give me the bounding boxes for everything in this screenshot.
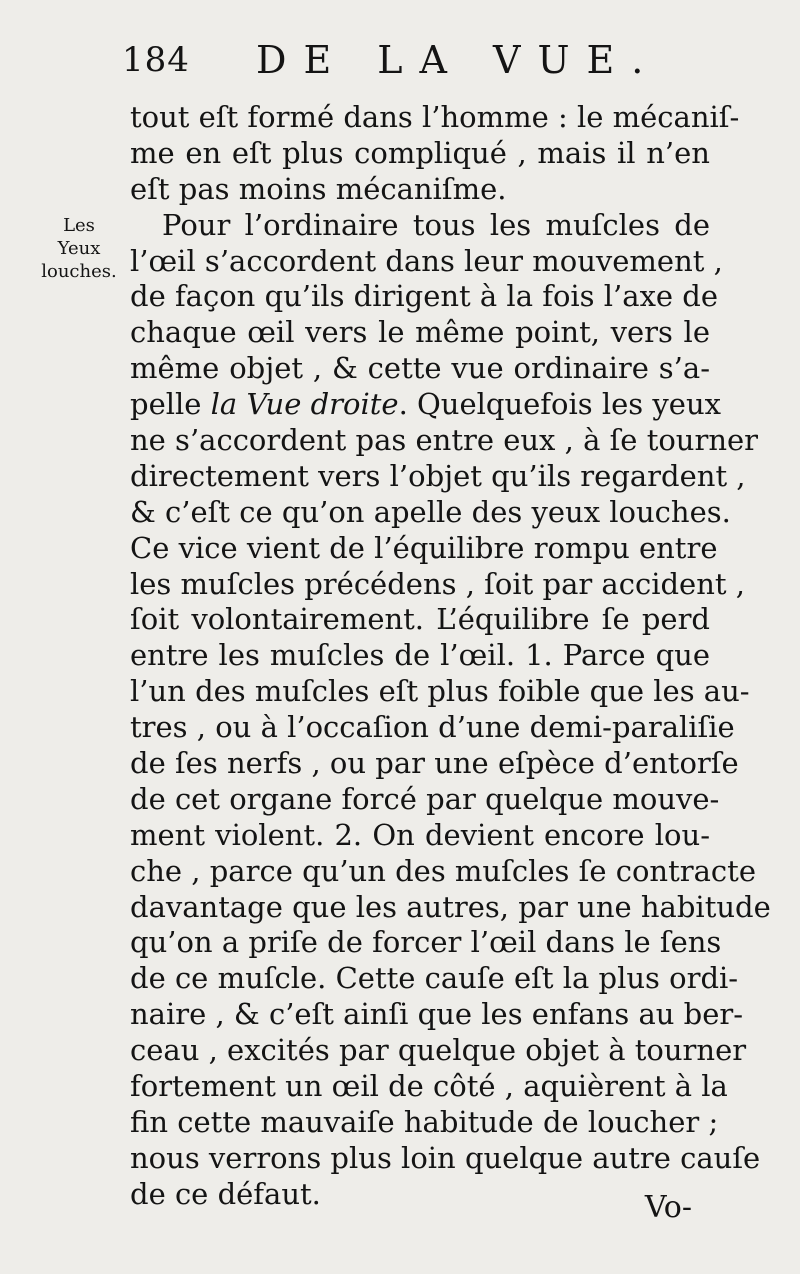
text-line-part: pelle xyxy=(130,387,211,422)
text-line: l’un des muſcles eſt plus foible que les au- xyxy=(130,674,750,709)
margin-note-line: Les xyxy=(63,215,95,236)
text-line: chaque œil vers le même point, vers le xyxy=(130,315,710,350)
text-line xyxy=(130,387,721,423)
text-line: fortement un œil de côté , aquièrent à la xyxy=(130,1069,728,1104)
text-line: che , parce qu’un des muſcles ſe contracte xyxy=(130,853,756,888)
text-line: ment violent. 2. On devient encore lou- xyxy=(130,817,710,852)
text-line: fin cette mauvaiſe habitude de loucher ; xyxy=(130,1104,719,1139)
text-line: ceau , excités par quelque objet à tourner xyxy=(130,1033,747,1068)
catchword: Vo- xyxy=(644,1190,692,1225)
text-line: tout eſt formé dans l’homme : le mécaniſ- xyxy=(130,100,740,134)
text-line: même objet , & cette vue ordinaire s’a- xyxy=(130,351,710,386)
text-line: Ce vice vient de l’équilibre rompu entre xyxy=(130,530,718,565)
text-line: ſoit volontairement. L’équilibre ſe perd xyxy=(130,602,710,637)
running-head: DE LA VUE. xyxy=(256,38,661,82)
text-line: eſt pas moins mécaniſme. xyxy=(130,171,507,206)
text-line: les muſcles précédens , ſoit par accident , xyxy=(130,566,745,601)
margin-note-line: Yeux xyxy=(57,238,101,259)
text-line: tres , ou à l’occaſion d’une demi-paraliſie xyxy=(130,710,735,745)
page-header xyxy=(0,38,800,88)
text-line: me en eſt plus compliqué , mais il n’en xyxy=(130,135,710,170)
margin-note xyxy=(34,214,124,283)
text-line: de ce muſcle. Cette cauſe eſt la plus ordi- xyxy=(130,961,739,996)
text-line: l’œil s’accordent dans leur mouvement , xyxy=(130,243,723,278)
text-line-part: . Quelquefois les yeux xyxy=(398,387,721,422)
text-line: entre les muſcles de l’œil. 1. Parce que xyxy=(130,638,710,673)
body-text xyxy=(130,100,771,1213)
text-line: Pour l’ordinaire tous les muſcles de xyxy=(162,207,710,242)
text-line: & c’eſt ce qu’on apelle des yeux louches. xyxy=(130,494,731,529)
text-line: nous verrons plus loin quelque autre cauſe xyxy=(130,1140,761,1175)
text-line: de ce défaut. xyxy=(130,1176,321,1211)
text-line: qu’on a priſe de forcer l’œil dans le ſens xyxy=(130,925,722,960)
text-line: de ſes nerfs , ou par une eſpèce d’entorſe xyxy=(130,746,739,781)
text-line: de façon qu’ils dirigent à la fois l’axe de xyxy=(130,279,719,314)
text-line: ne s’accordent pas entre eux , à ſe tourner xyxy=(130,423,759,458)
text-line: naire , & c’eſt ainſi que les enfans au ber- xyxy=(130,997,744,1032)
margin-note-line: louches. xyxy=(41,261,117,282)
page-number: 184 xyxy=(122,40,190,80)
text-line: directement vers l’objet qu’ils regardent , xyxy=(130,458,746,493)
text-line: de cet organe forcé par quelque mouve- xyxy=(130,781,720,816)
italic-term: la Vue droite xyxy=(210,387,399,422)
text-line: davantage que les autres, par une habitude xyxy=(130,889,771,924)
